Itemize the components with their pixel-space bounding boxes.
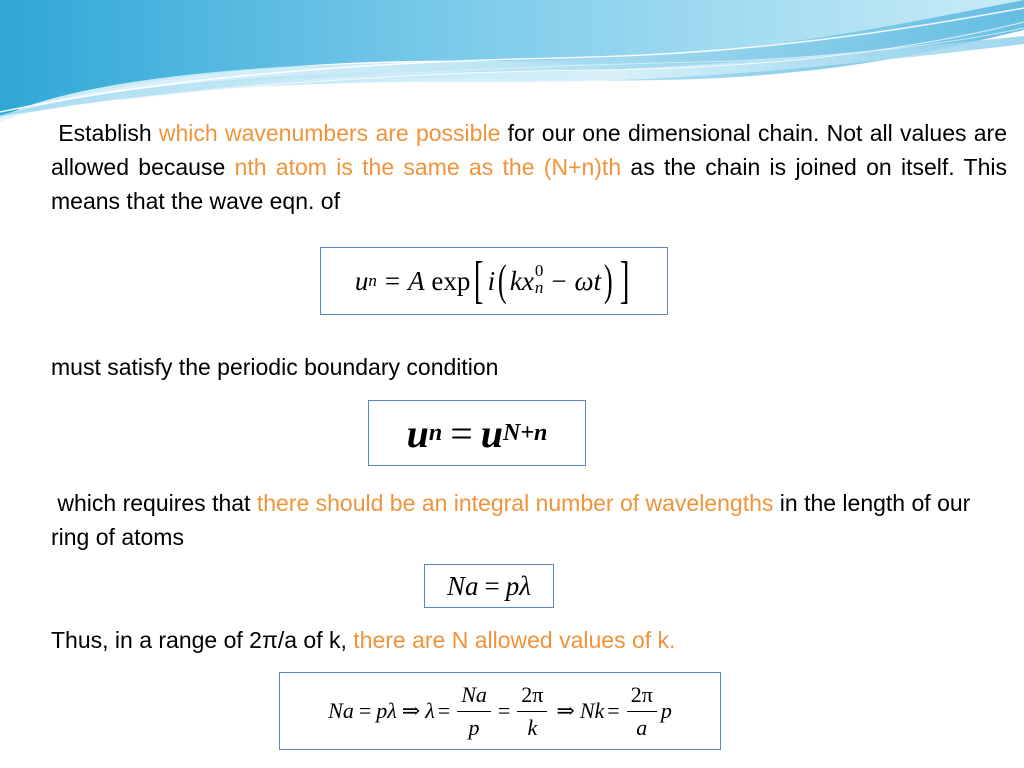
paragraph-thus [51,623,1007,657]
eq-ring-Na: Na [447,570,479,601]
eq-wave-sup-0: 0 [534,261,544,280]
text-ring-of-atoms: in the length of our ring of atoms [51,490,971,550]
eq-chain-plambda: pλ [376,698,397,723]
text-periodic-boundary: must satisfy the periodic boundary condition [51,354,499,380]
eq-chain-Nk: Nk [579,698,605,723]
eq-chain-frac1-num: Na [457,682,491,712]
eq-boundary-sub-Nn: N+n [503,419,548,446]
eq-wave-u: u [354,265,369,296]
eq-chain-implies-2: ⇒ [556,698,575,723]
equation-ring [424,564,554,608]
paragraph-periodic [51,350,1007,384]
eq-wave-omega: ω [574,265,594,296]
eq-chain-frac1-den: p [468,714,480,740]
eq-wave-exp: exp [431,265,471,296]
wave-header-decoration [0,0,1024,130]
eq-chain-frac-2pi-a [627,682,657,741]
highlight-nth-atom: nth atom is the same as the (N+n)th [234,154,622,180]
eq-chain-frac2-num: 2π [517,682,547,712]
eq-ring-plambda: pλ [505,570,531,601]
eq-chain-frac-2pi-k [517,682,547,741]
equation-boundary [368,400,586,466]
text-thus-range: Thus, in a range of 2π/a of k, [51,627,354,653]
eq-ring-equals: = [484,570,500,601]
eq-chain-Na: Na [328,698,354,723]
eq-wave-sub-n2: n [534,278,544,297]
eq-wave-A: A [408,265,425,296]
eq-chain-equals-2: = [437,698,451,723]
eq-boundary-equals: = [450,410,473,456]
highlight-wavenumbers: which wavenumbers are possible [158,120,501,146]
eq-wave-sub-n: n [368,271,377,290]
text-chain-joined: as the chain is joined on itself. This means that the wave eqn. of [51,154,1008,214]
eq-wave-k: k [509,265,522,296]
eq-wave-t: t [593,265,602,296]
eq-chain-frac2-den: k [527,714,538,740]
eq-chain-frac3-num: 2π [627,682,657,712]
equation-chain [279,672,721,750]
eq-chain-equals-4: = [607,698,620,723]
eq-wave-x: x [521,265,534,296]
eq-chain-equals-1: = [358,698,372,723]
eq-boundary-u2: u [480,410,504,456]
eq-chain-lambda: λ [425,698,435,723]
paragraph-integral [51,486,1007,554]
eq-wave-equals: = [384,265,401,296]
eq-boundary-sub-n: n [428,419,443,446]
text-one-dimensional: for our one dimensional chain. Not all values are allowed because [51,120,1008,180]
paragraph-establish [51,116,1007,218]
eq-wave-minus: − [551,265,567,296]
eq-chain-p: p [660,698,672,723]
equation-wave [320,247,668,315]
eq-chain-equals-3: = [497,698,511,723]
eq-wave-left-paren: ( [498,256,507,305]
eq-chain-frac-Na-p [457,682,491,741]
eq-wave-i: i [487,265,496,296]
eq-wave-supsub [535,262,544,296]
eq-wave-left-bracket: [ [474,252,484,309]
eq-chain-frac3-den: a [636,714,648,740]
highlight-integral-wavelengths: there should be an integral number of wavelengths [256,490,774,516]
text-establish: Establish [58,120,159,146]
eq-boundary-u1: u [406,410,429,456]
eq-chain-implies-1: ⇒ [401,698,421,723]
eq-wave-right-paren: ) [604,256,613,305]
highlight-N-allowed: there are N allowed values of k. [353,627,676,653]
eq-wave-right-bracket: ] [619,252,630,309]
text-which-requires: which requires that [57,490,257,516]
